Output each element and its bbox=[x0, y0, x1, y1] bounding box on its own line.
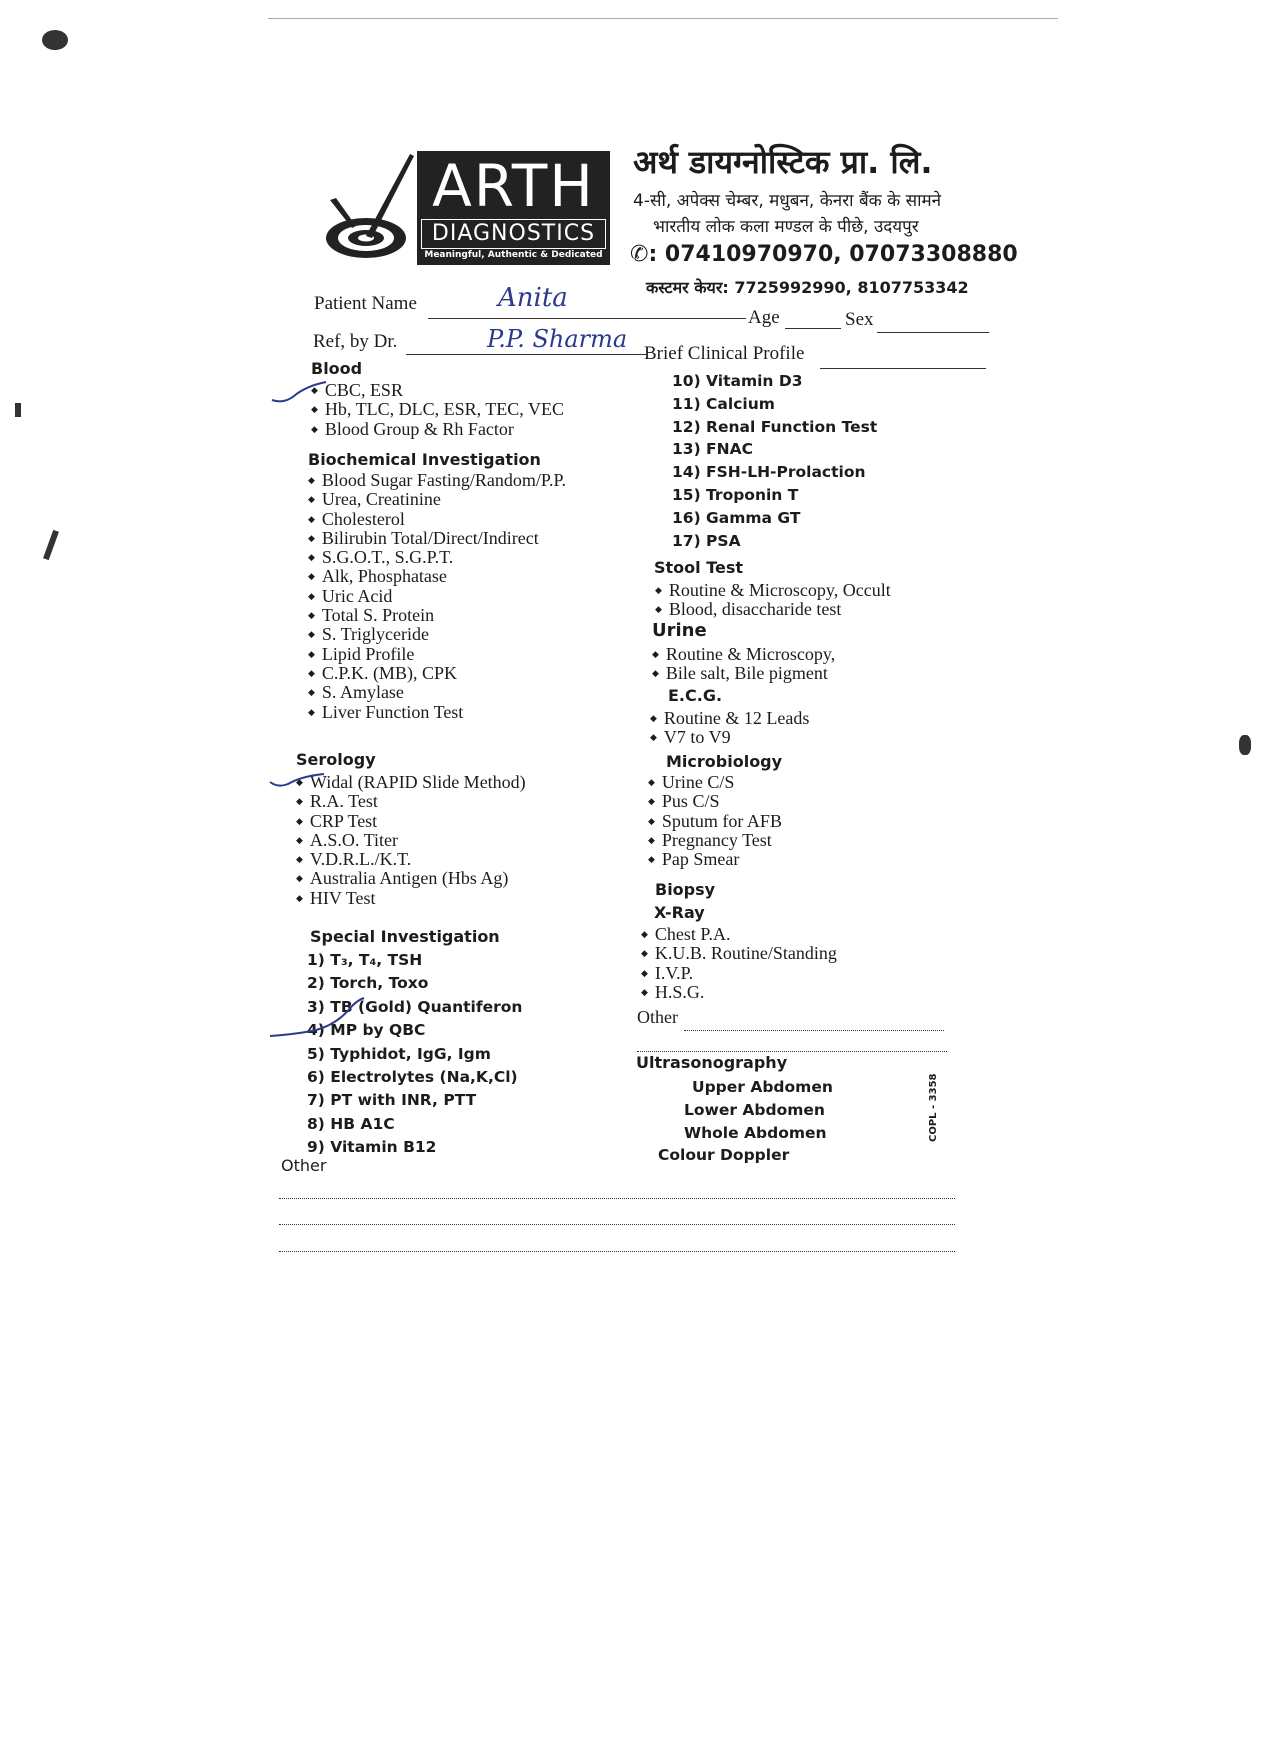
list-item: ◆ HIV Test bbox=[296, 889, 526, 908]
other-right-line-2[interactable] bbox=[637, 1051, 947, 1052]
logo-main-text: ARTH bbox=[432, 152, 595, 220]
list-item: 2) Torch, Toxo bbox=[307, 974, 429, 993]
list-item: ◆ Blood Sugar Fasting/Random/P.P. bbox=[308, 471, 566, 490]
list-item: 3) TB (Gold) Quantiferon bbox=[307, 997, 523, 1016]
blood-list bbox=[311, 381, 564, 439]
list-item: ◆ Bilirubin Total/Direct/Indirect bbox=[308, 529, 566, 548]
list-item: 6) Electrolytes (Na,K,Cl) bbox=[307, 1067, 518, 1086]
list-item: ◆ Lipid Profile bbox=[308, 645, 566, 664]
biopsy-heading: Biopsy bbox=[655, 880, 716, 899]
tick-mark-widal-icon bbox=[268, 770, 328, 792]
logo-emblem-icon bbox=[322, 150, 422, 262]
microbiology-heading: Microbiology bbox=[666, 752, 783, 771]
list-item: ◆ Routine & 12 Leads bbox=[650, 709, 809, 728]
list-item: ◆ Pap Smear bbox=[648, 850, 782, 869]
list-item: 16) Gamma GT bbox=[672, 508, 801, 527]
logo-tagline: Meaningful, Authentic & Dedicated bbox=[424, 250, 603, 260]
list-item: 13) FNAC bbox=[672, 440, 753, 459]
usg-list bbox=[684, 1076, 833, 1145]
list-item: ◆ Urine C/S bbox=[648, 773, 782, 792]
stain-mark bbox=[43, 530, 59, 560]
list-item: ◆ K.U.B. Routine/Standing bbox=[641, 944, 837, 963]
ref-doctor-handwritten: P.P. Sharma bbox=[487, 325, 628, 353]
usg-heading: Ultrasonography bbox=[636, 1053, 788, 1072]
numbered-list bbox=[672, 370, 877, 552]
list-item: ◆ R.A. Test bbox=[296, 792, 526, 811]
phone-icon: ✆ bbox=[630, 242, 649, 267]
other-label-right: Other bbox=[637, 1007, 678, 1027]
tick-mark-tb-icon bbox=[268, 996, 378, 1042]
list-item: Upper Abdomen bbox=[692, 1078, 833, 1096]
list-item: ◆ Hb, TLC, DLC, ESR, TEC, VEC bbox=[311, 400, 564, 419]
list-item: ◆ Cholesterol bbox=[308, 510, 566, 529]
list-item: Lower Abdomen bbox=[684, 1101, 825, 1119]
age-field[interactable] bbox=[785, 328, 841, 329]
list-item: ◆ Pregnancy Test bbox=[648, 831, 782, 850]
list-item: 11) Calcium bbox=[672, 394, 775, 413]
sex-field[interactable] bbox=[877, 332, 989, 333]
list-item: 1) T₃, T₄, TSH bbox=[307, 951, 423, 969]
list-item: ◆ Chest P.A. bbox=[641, 925, 837, 944]
list-item: 5) Typhidot, IgG, Igm bbox=[307, 1044, 491, 1063]
stain-mark bbox=[1239, 735, 1251, 755]
company-name: अर्थ डायग्नोस्टिक प्रा. लि. bbox=[633, 143, 933, 181]
phone-row bbox=[630, 242, 1018, 267]
list-item: ◆ Blood, disaccharide test bbox=[655, 600, 891, 619]
ref-doctor-field[interactable] bbox=[406, 354, 646, 355]
list-item: ◆ CRP Test bbox=[296, 812, 526, 831]
serology-heading: Serology bbox=[296, 750, 376, 769]
urine-heading: Urine bbox=[652, 620, 707, 641]
list-item: 10) Vitamin D3 bbox=[672, 372, 803, 390]
list-item: ◆ Liver Function Test bbox=[308, 703, 566, 722]
urine-list bbox=[652, 645, 835, 684]
patient-name-field[interactable] bbox=[428, 318, 746, 319]
list-item: ◆ Urea, Creatinine bbox=[308, 490, 566, 509]
tick-mark-cbc-icon bbox=[270, 378, 330, 406]
list-item: ◆ Bile salt, Bile pigment bbox=[652, 664, 835, 683]
list-item: ◆ I.V.P. bbox=[641, 964, 837, 983]
ref-doctor-label: Ref, by Dr. bbox=[313, 331, 398, 352]
ecg-list bbox=[650, 709, 809, 748]
patient-name-label: Patient Name bbox=[314, 293, 417, 314]
stain-mark bbox=[15, 403, 21, 417]
list-item: ◆ Routine & Microscopy, bbox=[652, 645, 835, 664]
age-label: Age bbox=[748, 307, 780, 328]
list-item: 12) Renal Function Test bbox=[672, 417, 878, 436]
list-item: 14) FSH-LH-Prolaction bbox=[672, 463, 866, 482]
other-label-left: Other bbox=[281, 1156, 327, 1175]
serology-list bbox=[296, 773, 526, 908]
list-item: ◆ S. Amylase bbox=[308, 683, 566, 702]
stain-mark bbox=[42, 30, 68, 50]
patient-name-handwritten: Anita bbox=[498, 283, 568, 313]
biochem-heading: Biochemical Investigation bbox=[308, 450, 541, 469]
blood-heading: Blood bbox=[311, 359, 363, 378]
list-item: Whole Abdomen bbox=[684, 1124, 827, 1142]
stool-heading: Stool Test bbox=[654, 558, 744, 577]
list-item: ◆ H.S.G. bbox=[641, 983, 837, 1002]
special-heading: Special Investigation bbox=[310, 927, 500, 946]
special-list bbox=[307, 949, 522, 1160]
clinical-profile-field[interactable] bbox=[820, 368, 986, 369]
list-item: ◆ Widal (RAPID Slide Method) bbox=[296, 773, 526, 792]
top-rule bbox=[268, 18, 1058, 19]
list-item: 4) MP by QBC bbox=[307, 1021, 426, 1040]
list-item: 8) HB A1C bbox=[307, 1114, 395, 1133]
list-item: ◆ S. Triglyceride bbox=[308, 625, 566, 644]
list-item: 17) PSA bbox=[672, 531, 741, 550]
list-item: ◆ Uric Acid bbox=[308, 587, 566, 606]
list-item: 15) Troponin T bbox=[672, 485, 799, 504]
phone-numbers: : 07410970970, 07073308880 bbox=[648, 242, 1018, 267]
list-item: ◆ Sputum for AFB bbox=[648, 812, 782, 831]
other-line-2[interactable] bbox=[279, 1224, 955, 1225]
logo-block bbox=[417, 151, 610, 265]
list-item: ◆ Pus C/S bbox=[648, 792, 782, 811]
list-item: ◆ V.D.R.L./K.T. bbox=[296, 850, 526, 869]
other-right-line-1[interactable] bbox=[684, 1030, 944, 1031]
list-item: ◆ C.P.K. (MB), CPK bbox=[308, 664, 566, 683]
ecg-heading: E.C.G. bbox=[668, 686, 723, 705]
sex-label: Sex bbox=[845, 309, 874, 330]
list-item: ◆ Australia Antigen (Hbs Ag) bbox=[296, 869, 526, 888]
address-line-1: 4-सी, अपेक्स चेम्बर, मधुबन, केनरा बैंक के सामने bbox=[633, 191, 942, 211]
biochem-list bbox=[308, 471, 566, 722]
address-line-2: भारतीय लोक कला मण्डल के पीछे, उदयपुर bbox=[653, 217, 919, 237]
xray-list bbox=[641, 925, 837, 1002]
list-item: ◆ V7 to V9 bbox=[650, 728, 809, 747]
microbiology-list bbox=[648, 773, 782, 869]
list-item: ◆ CBC, ESR bbox=[311, 381, 564, 400]
clinical-profile-label: Brief Clinical Profile bbox=[644, 343, 805, 364]
list-item: 9) Vitamin B12 bbox=[307, 1138, 437, 1157]
list-item: ◆ Routine & Microscopy, Occult bbox=[655, 581, 891, 600]
list-item: ◆ S.G.O.T., S.G.P.T. bbox=[308, 548, 566, 567]
list-item: 7) PT with INR, PTT bbox=[307, 1091, 477, 1110]
list-item: ◆ Alk, Phosphatase bbox=[308, 567, 566, 586]
list-item: ◆ Total S. Protein bbox=[308, 606, 566, 625]
form-code: COPL - 3358 bbox=[928, 1073, 939, 1142]
logo-sub-text: DIAGNOSTICS bbox=[421, 219, 606, 249]
customer-care: कस्टमर केयर: 7725992990, 8107753342 bbox=[646, 278, 969, 297]
other-line-1[interactable] bbox=[279, 1198, 955, 1199]
doppler-label: Colour Doppler bbox=[658, 1146, 790, 1164]
xray-heading: X-Ray bbox=[654, 903, 705, 922]
other-line-3[interactable] bbox=[279, 1251, 955, 1252]
stool-list bbox=[655, 581, 891, 620]
list-item: ◆ A.S.O. Titer bbox=[296, 831, 526, 850]
list-item: ◆ Blood Group & Rh Factor bbox=[311, 420, 564, 439]
